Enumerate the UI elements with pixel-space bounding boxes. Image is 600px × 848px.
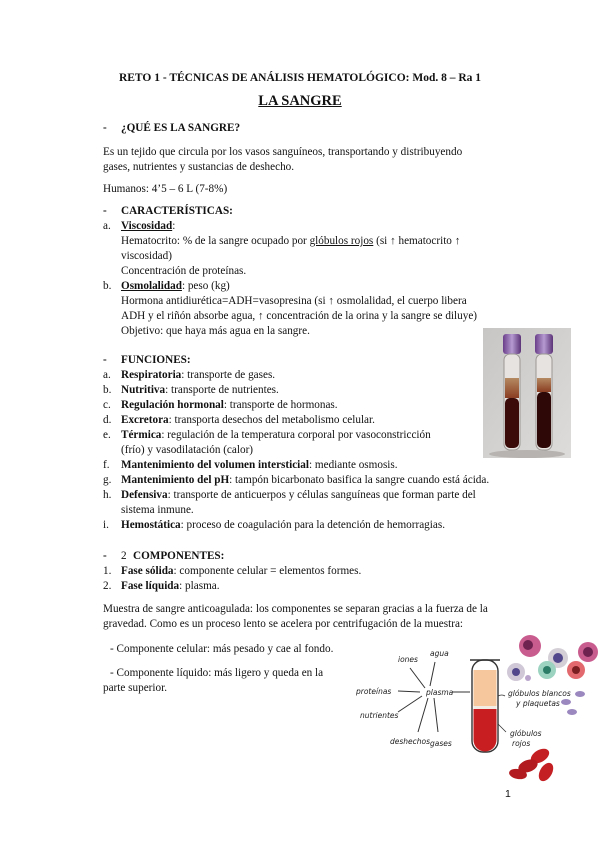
item-label: Osmolalidad: [121, 280, 182, 292]
item-label: Excretora: [121, 414, 169, 426]
item-label: Nutritiva: [121, 384, 166, 396]
item-text: : mediante osmosis.: [309, 459, 398, 471]
label-blancos-1: glóbulos blancos: [508, 689, 571, 698]
definition-line-1: Es un tejido que circula por los vasos sanguíneos, transportando y distribuyendo: [103, 146, 463, 158]
funcion-item: [103, 413, 375, 427]
section-dash: -: [103, 122, 107, 134]
section-heading: FUNCIONES:: [121, 354, 191, 366]
funcion-item: [103, 518, 445, 532]
item-text: : transporte de gases.: [181, 369, 276, 381]
text: Hematocrito: % de la sangre ocupado por: [121, 235, 310, 247]
document-header: RETO 1 - TÉCNICAS DE ANÁLISIS HEMATOLÓGICO: Mod. 8 – Ra 1: [118, 72, 482, 84]
label-proteinas: proteínas: [356, 687, 392, 696]
label-nutrientes: nutrientes: [360, 711, 399, 720]
adh-line-3: Objetivo: que haya más agua en la sangre.: [121, 325, 310, 337]
page-number: 1: [505, 788, 511, 800]
section-caracteristicas: [103, 204, 233, 218]
item-text: : regulación de la temperatura corporal por vasoconstricción: [161, 429, 431, 441]
muestra-line-2: gravedad. Como es un proceso lento se acelera por centrifugación de la muestra:: [103, 618, 464, 630]
label-gases: gases: [430, 739, 452, 748]
list-marker: b.: [103, 384, 112, 396]
blood-tubes-illustration: [483, 328, 571, 458]
list-marker: 2.: [103, 580, 112, 592]
item-label: Fase líquida: [121, 580, 180, 592]
muestra-line-1: Muestra de sangre anticoagulada: los componentes se separan gracias a la fuerza de la: [103, 603, 488, 615]
page-title: LA SANGRE: [258, 93, 342, 109]
item-label: Fase sólida: [121, 565, 174, 577]
list-marker: d.: [103, 414, 112, 426]
section-funciones: [103, 353, 191, 367]
item-text: : componente celular = elementos formes.: [173, 565, 362, 577]
label-rojos-1: glóbulos: [510, 729, 542, 738]
proteinas-line: Concentración de proteínas.: [121, 265, 247, 277]
label-rojos-2: rojos: [512, 739, 531, 748]
section-number: 2: [121, 550, 127, 562]
funcion-item: [103, 368, 276, 382]
item-label: Viscosidad: [121, 220, 173, 232]
item-label: Defensiva: [121, 489, 168, 501]
hematocrito-line-2: viscosidad): [121, 250, 172, 262]
plasma-arrows: [398, 662, 470, 732]
item-text: : tampón bicarbonato basifica la sangre cuando está ácida.: [229, 474, 490, 486]
list-marker: c.: [103, 399, 111, 411]
diagram-svg: [350, 632, 600, 782]
hematocrito-line-1: [121, 234, 460, 248]
definition-line-2: gases, nutrientes y sustancias de deshecho.: [103, 161, 295, 173]
item-fase-liquida: [103, 579, 220, 593]
list-marker: g.: [103, 474, 112, 486]
item-text: : transporte de hormonas.: [223, 399, 338, 411]
funcion-item: [103, 473, 490, 487]
componente-celular: - Componente celular: más pesado y cae al fondo.: [110, 643, 334, 655]
section-heading: COMPONENTES:: [133, 550, 225, 562]
item-label: Mantenimiento del volumen intersticial: [121, 459, 309, 471]
adh-line-2: ADH y el riñón absorbe agua, ↑ concentración de la orina y la sangre se diluye): [121, 310, 478, 322]
item-text: : proceso de coagulación para la detención de hemorragias.: [180, 519, 445, 531]
componente-liquido-line-2: parte superior.: [103, 682, 167, 694]
list-marker: 1.: [103, 565, 112, 577]
funcion-item: [103, 398, 338, 412]
section-heading: CARACTERÍSTICAS:: [121, 205, 233, 217]
funcion-item: [103, 458, 398, 472]
label-agua: agua: [430, 649, 449, 658]
list-marker: a.: [103, 369, 111, 381]
item-text: : plasma.: [179, 580, 220, 592]
label-blancos-2: y plaquetas: [516, 699, 560, 708]
section-dash: -: [103, 205, 107, 217]
text: (si ↑ hematocrito ↑: [373, 235, 461, 247]
label-iones: iones: [398, 655, 418, 664]
item-label: Mantenimiento del pH: [121, 474, 230, 486]
list-marker: e.: [103, 429, 111, 441]
globulos-rojos-link: glóbulos rojos: [309, 235, 374, 247]
red-cells: [508, 746, 556, 782]
list-marker: b.: [103, 280, 112, 292]
section-heading: ¿QUÉ ES LA SANGRE?: [121, 122, 241, 134]
item-text: : transporte de anticuerpos y células sanguíneas que forman parte del: [167, 489, 476, 501]
item-label: Hemostática: [121, 519, 181, 531]
list-marker: f.: [103, 459, 110, 471]
funcion-item: [103, 488, 476, 502]
blood-composition-diagram: [350, 632, 600, 782]
funcion-item: [103, 428, 431, 442]
item-fase-solida: [103, 564, 362, 578]
centrifuge-tube: [470, 660, 500, 752]
item-osmolalidad: [103, 279, 230, 293]
section-dash: -: [103, 550, 107, 562]
item-text: : transporte de nutrientes.: [165, 384, 279, 396]
section-dash: -: [103, 354, 107, 366]
blood-volume: Humanos: 4’5 – 6 L (7-8%): [103, 183, 228, 195]
funcion-item: [103, 383, 279, 397]
item-label: Respiratoria: [121, 369, 182, 381]
item-text: : transporta desechos del metabolismo celular.: [168, 414, 375, 426]
componente-liquido-line-1: - Componente líquido: más ligero y queda en la: [110, 667, 324, 679]
item-label: Regulación hormonal: [121, 399, 224, 411]
list-marker: a.: [103, 220, 111, 232]
label-plasma: plasma: [426, 688, 454, 697]
item-text: : peso (kg): [181, 280, 230, 292]
section-componentes: [103, 549, 225, 563]
list-marker: i.: [103, 519, 109, 531]
item-colon: :: [172, 220, 176, 232]
adh-line-1: Hormona antidiurética=ADH=vasopresina (si ↑ osmolalidad, el cuerpo libera: [121, 295, 467, 307]
section-que-es: [103, 121, 241, 135]
item-label: Térmica: [121, 429, 162, 441]
item-text: (frío) y vasodilatación (calor): [121, 444, 254, 456]
blood-tubes-photo: [483, 328, 571, 458]
list-marker: h.: [103, 489, 112, 501]
item-text: sistema inmune.: [121, 504, 194, 516]
item-viscosidad: [103, 219, 176, 233]
label-deshechos: deshechos: [390, 737, 431, 746]
